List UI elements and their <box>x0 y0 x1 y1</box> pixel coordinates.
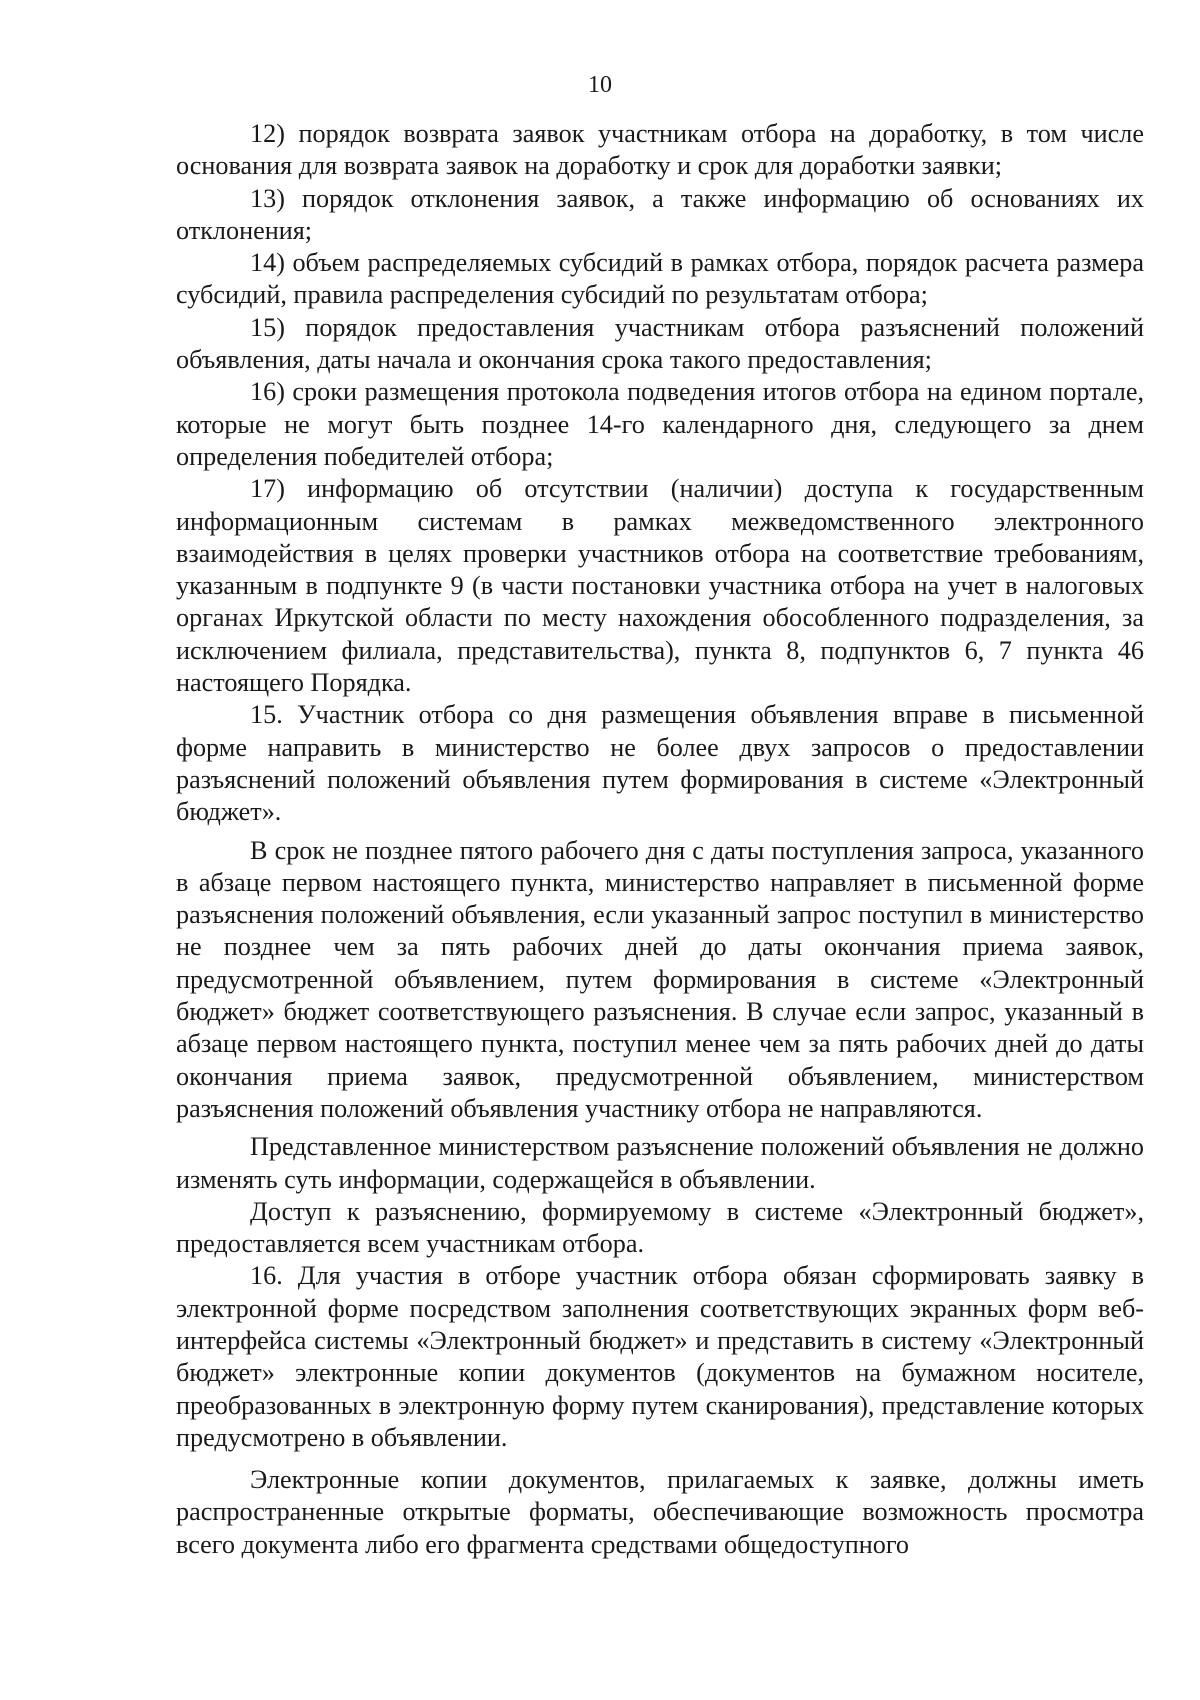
paragraph-clause-16: 16. Для участия в отборе участник отбора обязан сформировать заявку в электронной форме посредством заполнения соответствующих экранных форм веб-интерфейса системы «Электронный бюджет» и представить в систему «Электронный бюджет» электронные копии документов (документов на бумажном носителе, преобразованных в электронную форму путем сканирования), представление которых предусмотрено в объявлении. <box>176 1261 1144 1452</box>
paragraph-item-16: 16) сроки размещения протокола подведения итогов отбора на едином портале, которые не могут быть позднее 14-го календарного дня, следующего за днем определения победителей отбора; <box>176 377 1144 471</box>
paragraph-clause-15: 15. Участник отбора со дня размещения объявления вправе в письменной форме направить в министерство не более двух запросов о предоставлении разъяснений положений объявления путем формирования в системе «Электронный бюджет». <box>176 700 1144 827</box>
paragraph-item-15: 15) порядок предоставления участникам отбора разъяснений положений объявления, даты начала и окончания срока такого предоставления; <box>176 312 1144 375</box>
paragraph-item-13: 13) порядок отклонения заявок, а также информацию об основаниях их отклонения; <box>176 183 1144 245</box>
paragraph-clause-15-access: Доступ к разъяснению, формируемому в системе «Электронный бюджет», предоставляется всем участникам отбора. <box>176 1196 1144 1259</box>
paragraph-item-14: 14) объем распределяемых субсидий в рамках отбора, порядок расчета размера субсидий, правила распределения субсидий по результатам отбора; <box>176 248 1144 310</box>
paragraph-clause-15-deadline: В срок не позднее пятого рабочего дня с даты поступления запроса, указанного в абзаце первом настоящего пункта, министерство направляет в письменной форме разъяснения положений объявления, если указанный запрос поступил в министерство не позднее чем за пять рабочих дней до даты окончания приема заявок, предусмотренной объявлением, путем формирования в системе «Электронный бюджет» бюджет соответствующего разъяснения. В случае если запрос, указанный в абзаце первом настоящего пункта, поступил менее чем за пять рабочих дней до даты окончания приема заявок, предусмотренной объявлением, министерством разъяснения положений объявления участнику отбора не направляются. <box>176 835 1144 1123</box>
page-number: 10 <box>588 72 612 98</box>
paragraph-clause-15-content: Представленное министерством разъяснение положений объявления не должно изменять суть информации, содержащейся в объявлении. <box>176 1132 1144 1194</box>
document-body <box>176 118 1144 1561</box>
paragraph-item-12: 12) порядок возврата заявок участникам отбора на доработку, в том числе основания для возврата заявок на доработку и срок для доработки заявки; <box>176 119 1144 181</box>
paragraph-clause-16-formats: Электронные копии документов, прилагаемых к заявке, должны иметь распространенные открытые форматы, обеспечивающие возможность просмотра всего документа либо его фрагмента средствами общедоступного <box>176 1465 1144 1559</box>
paragraph-item-17: 17) информацию об отсутствии (наличии) доступа к государственным информационным системам в рамках межведомственного электронного взаимодействия в целях проверки участников отбора на соответствие требованиям, указанным в подпункте 9 (в части постановки участника отбора на учет в налоговых органах Иркутской области по месту нахождения обособленного подразделения, за исключением филиала, представительства), пункта 8, подпунктов 6, 7 пункта 46 настоящего Порядка. <box>176 474 1144 698</box>
